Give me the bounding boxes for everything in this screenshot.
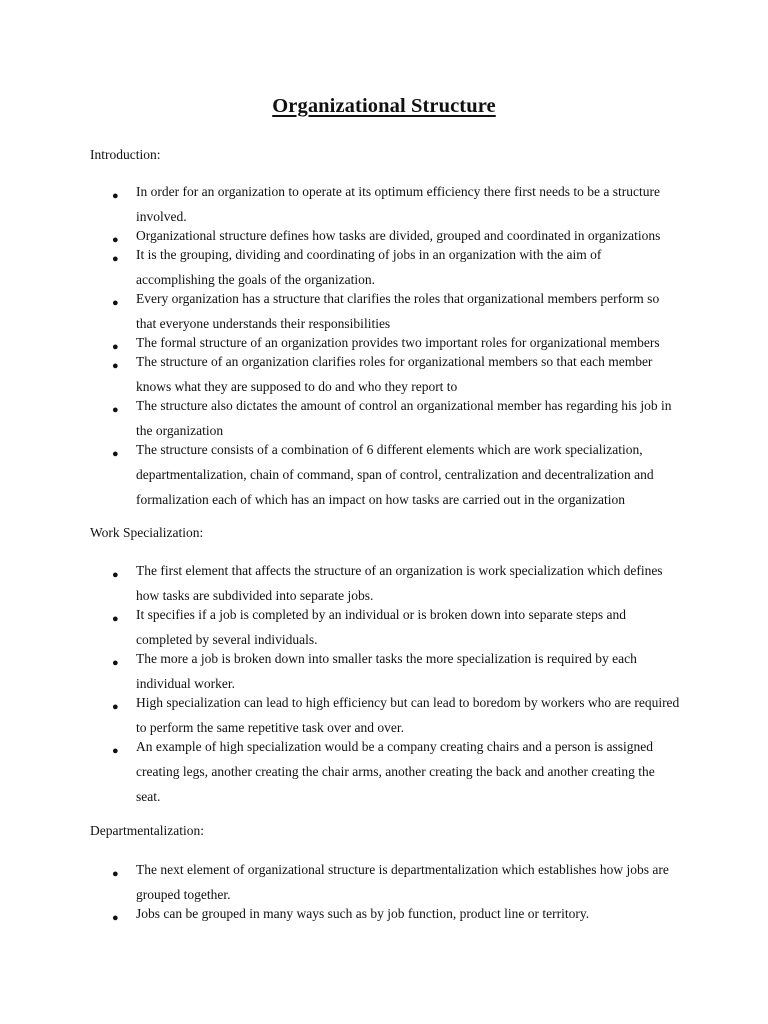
list-item: ● High specialization can lead to high efficiency but can lead to boredom by workers who are required to perform the same repetitive task over and over. <box>112 695 680 735</box>
list-item: ● The next element of organizational structure is departmentalization which establishes how jobs are grouped together. <box>112 862 669 902</box>
section-heading-introduction: Introduction: <box>90 147 161 162</box>
bullet-icon: ● <box>112 190 119 202</box>
list-item: ● The structure also dictates the amount of control an organizational member has regarding his job in the organization <box>112 398 672 438</box>
bullet-list-work-specialization <box>112 563 682 808</box>
section-heading-departmentalization: Departmentalization: <box>90 823 204 838</box>
list-item: ● The structure of an organization clarifies roles for organizational members so that each member knows what they are supposed to do and who they report to <box>112 354 653 394</box>
list-item: ● It specifies if a job is completed by an individual or is broken down into separate steps and completed by several individuals. <box>112 607 627 647</box>
list-item: ● The more a job is broken down into smaller tasks the more specialization is required by each individual worker. <box>112 651 637 691</box>
bullet-icon: ● <box>112 360 119 372</box>
list-item: ● The first element that affects the structure of an organization is work specialization which defines how tasks are subdivided into separate jobs. <box>112 563 663 603</box>
bullet-icon: ● <box>112 745 119 757</box>
list-item: ● The structure consists of a combination of 6 different elements which are work specialization, departmentalization, chain of command, span of control, centralization and decentralization and formalization each of which has an impact on how tasks are carried out in the organization <box>112 442 654 507</box>
page-title: Organizational Structure <box>272 95 496 117</box>
list-item: ● In order for an organization to operate at its optimum efficiency there first needs to be a structure involved. <box>112 184 660 224</box>
bullet-icon: ● <box>112 234 119 246</box>
bullet-icon: ● <box>112 253 119 265</box>
bullet-icon: ● <box>112 404 119 416</box>
list-item: ● It is the grouping, dividing and coordinating of jobs in an organization with the aim of accomplishing the goals of the organization. <box>112 247 602 287</box>
bullet-icon: ● <box>112 341 119 353</box>
section-heading-work-specialization: Work Specialization: <box>90 525 204 540</box>
bullet-icon: ● <box>112 569 119 581</box>
list-item: ● Jobs can be grouped in many ways such as by job function, product line or territory. <box>112 906 682 931</box>
bullet-list-introduction <box>112 184 682 511</box>
bullet-icon: ● <box>112 613 119 625</box>
list-item: ● Organizational structure defines how tasks are divided, grouped and coordinated in organizations <box>112 228 682 253</box>
bullet-icon: ● <box>112 657 119 669</box>
bullet-list-departmentalization <box>112 862 682 925</box>
list-item: ● An example of high specialization would be a company creating chairs and a person is assigned creating legs, another creating the chair arms, another creating the back and another creating the seat. <box>112 739 655 804</box>
list-item: ● Every organization has a structure that clarifies the roles that organizational members perform so that everyone understands their responsibilities <box>112 291 660 331</box>
list-item: ● The formal structure of an organization provides two important roles for organizational members <box>112 335 682 360</box>
bullet-icon: ● <box>112 448 119 460</box>
bullet-icon: ● <box>112 297 119 309</box>
bullet-icon: ● <box>112 701 119 713</box>
bullet-icon: ● <box>112 912 119 924</box>
bullet-icon: ● <box>112 868 119 880</box>
